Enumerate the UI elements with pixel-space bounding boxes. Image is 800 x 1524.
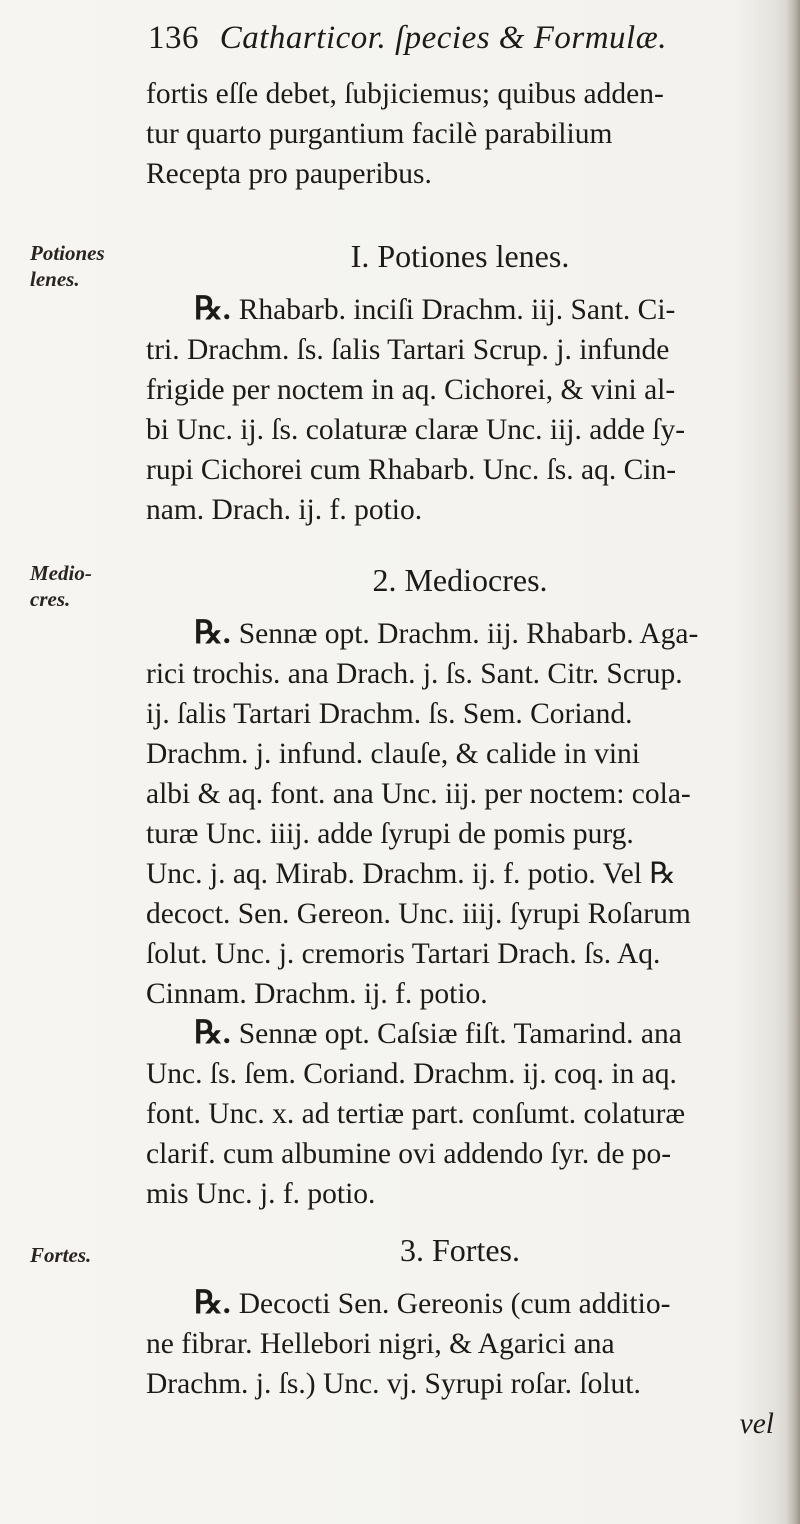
text-line: tur quarto purgantium facilè parabilium <box>146 118 613 150</box>
text-line: nam. Drach. ij. f. potio. <box>146 494 423 526</box>
text-line: ℞. Sennæ opt. Caſsiæ fiſt. Tamarind. ana <box>194 1014 682 1050</box>
running-title: Catharticor. ſpecies & Formulæ. <box>219 20 667 56</box>
text-line: Cinnam. Drachm. ij. f. potio. <box>146 978 488 1010</box>
text-line: albi & aq. font. ana Unc. iij. per noctem: cola- <box>146 778 691 810</box>
text-line: Unc. ſs. ſem. Coriand. Drachm. ij. coq. in aq. <box>146 1058 677 1090</box>
text-line: ſolut. Unc. j. cremoris Tartari Drach. ſs. Aq. <box>146 938 661 970</box>
text-line: ℞. Decocti Sen. Gereonis (cum additio- <box>194 1284 671 1320</box>
text-line: bi Unc. ij. ſs. colaturæ claræ Unc. iij. adde ſy- <box>146 414 686 446</box>
text-line: Unc. j. aq. Mirab. Drachm. ij. f. potio. Vel ℞ <box>146 858 676 890</box>
recipe-1 <box>146 288 774 530</box>
running-header <box>148 20 768 57</box>
text-line: font. Unc. x. ad tertiæ part. conſumt. colaturæ <box>146 1098 686 1130</box>
text-line: rupi Cichorei cum Rhabarb. Unc. ſs. aq. Cin- <box>146 454 677 486</box>
recipe-symbol: ℞. <box>194 1014 231 1050</box>
margin-note-fortes: Fortes. <box>30 1243 92 1267</box>
text-line: ℞. Sennæ opt. Drachm. iij. Rhabarb. Aga- <box>194 614 699 650</box>
intro-paragraph <box>146 74 774 194</box>
page-number: 136 <box>148 20 199 56</box>
text-line: fortis eſſe debet, ſubjiciemus; quibus adden- <box>146 78 664 110</box>
page-edge-shadow <box>786 0 800 1524</box>
text-line: rici trochis. ana Drach. j. ſs. Sant. Citr. Scrup. <box>146 658 683 690</box>
text-line: tri. Drachm. ſs. ſalis Tartari Scrup. j. infunde <box>146 334 670 366</box>
recipe-symbol: ℞. <box>194 1284 231 1320</box>
section-heading-3: 3. Fortes. <box>400 1232 520 1268</box>
margin-note-mediocres: Medio-cres. <box>30 561 92 611</box>
text-line: frigide per noctem in aq. Cichorei, & vini al- <box>146 374 676 406</box>
text-line: ne fibrar. Hellebori nigri, & Agarici ana <box>146 1328 615 1360</box>
section-heading-1: I. Potiones lenes. <box>350 238 570 274</box>
text-line: ij. ſalis Tartari Drachm. ſs. Sem. Coriand. <box>146 698 633 730</box>
section-heading-2: 2. Mediocres. <box>372 562 548 598</box>
recipe-2a <box>146 612 774 1014</box>
text-line: ℞. Rhabarb. inciſi Drachm. iij. Sant. Ci- <box>194 290 676 326</box>
text-line: decoct. Sen. Gereon. Unc. iiij. ſyrupi Roſarum <box>146 898 691 930</box>
text-line: Drachm. j. ſs.) Unc. vj. Syrupi roſar. ſolut. <box>146 1368 641 1400</box>
recipe-symbol: ℞. <box>194 290 231 326</box>
text-line: mis Unc. j. f. potio. <box>146 1178 376 1210</box>
recipe-2b <box>146 1012 774 1214</box>
catchword: vel <box>739 1408 774 1440</box>
text-line: Recepta pro pauperibus. <box>146 158 432 190</box>
margin-note-potiones: Potiones lenes. <box>30 241 105 291</box>
text-line: clarif. cum albumine ovi addendo ſyr. de po- <box>146 1138 672 1170</box>
recipe-3 <box>146 1282 774 1444</box>
text-line: turæ Unc. iiij. adde ſyrupi de pomis purg. <box>146 818 634 850</box>
text-line: Drachm. j. infund. clauſe, & calide in vini <box>146 738 640 770</box>
recipe-symbol: ℞. <box>194 614 231 650</box>
